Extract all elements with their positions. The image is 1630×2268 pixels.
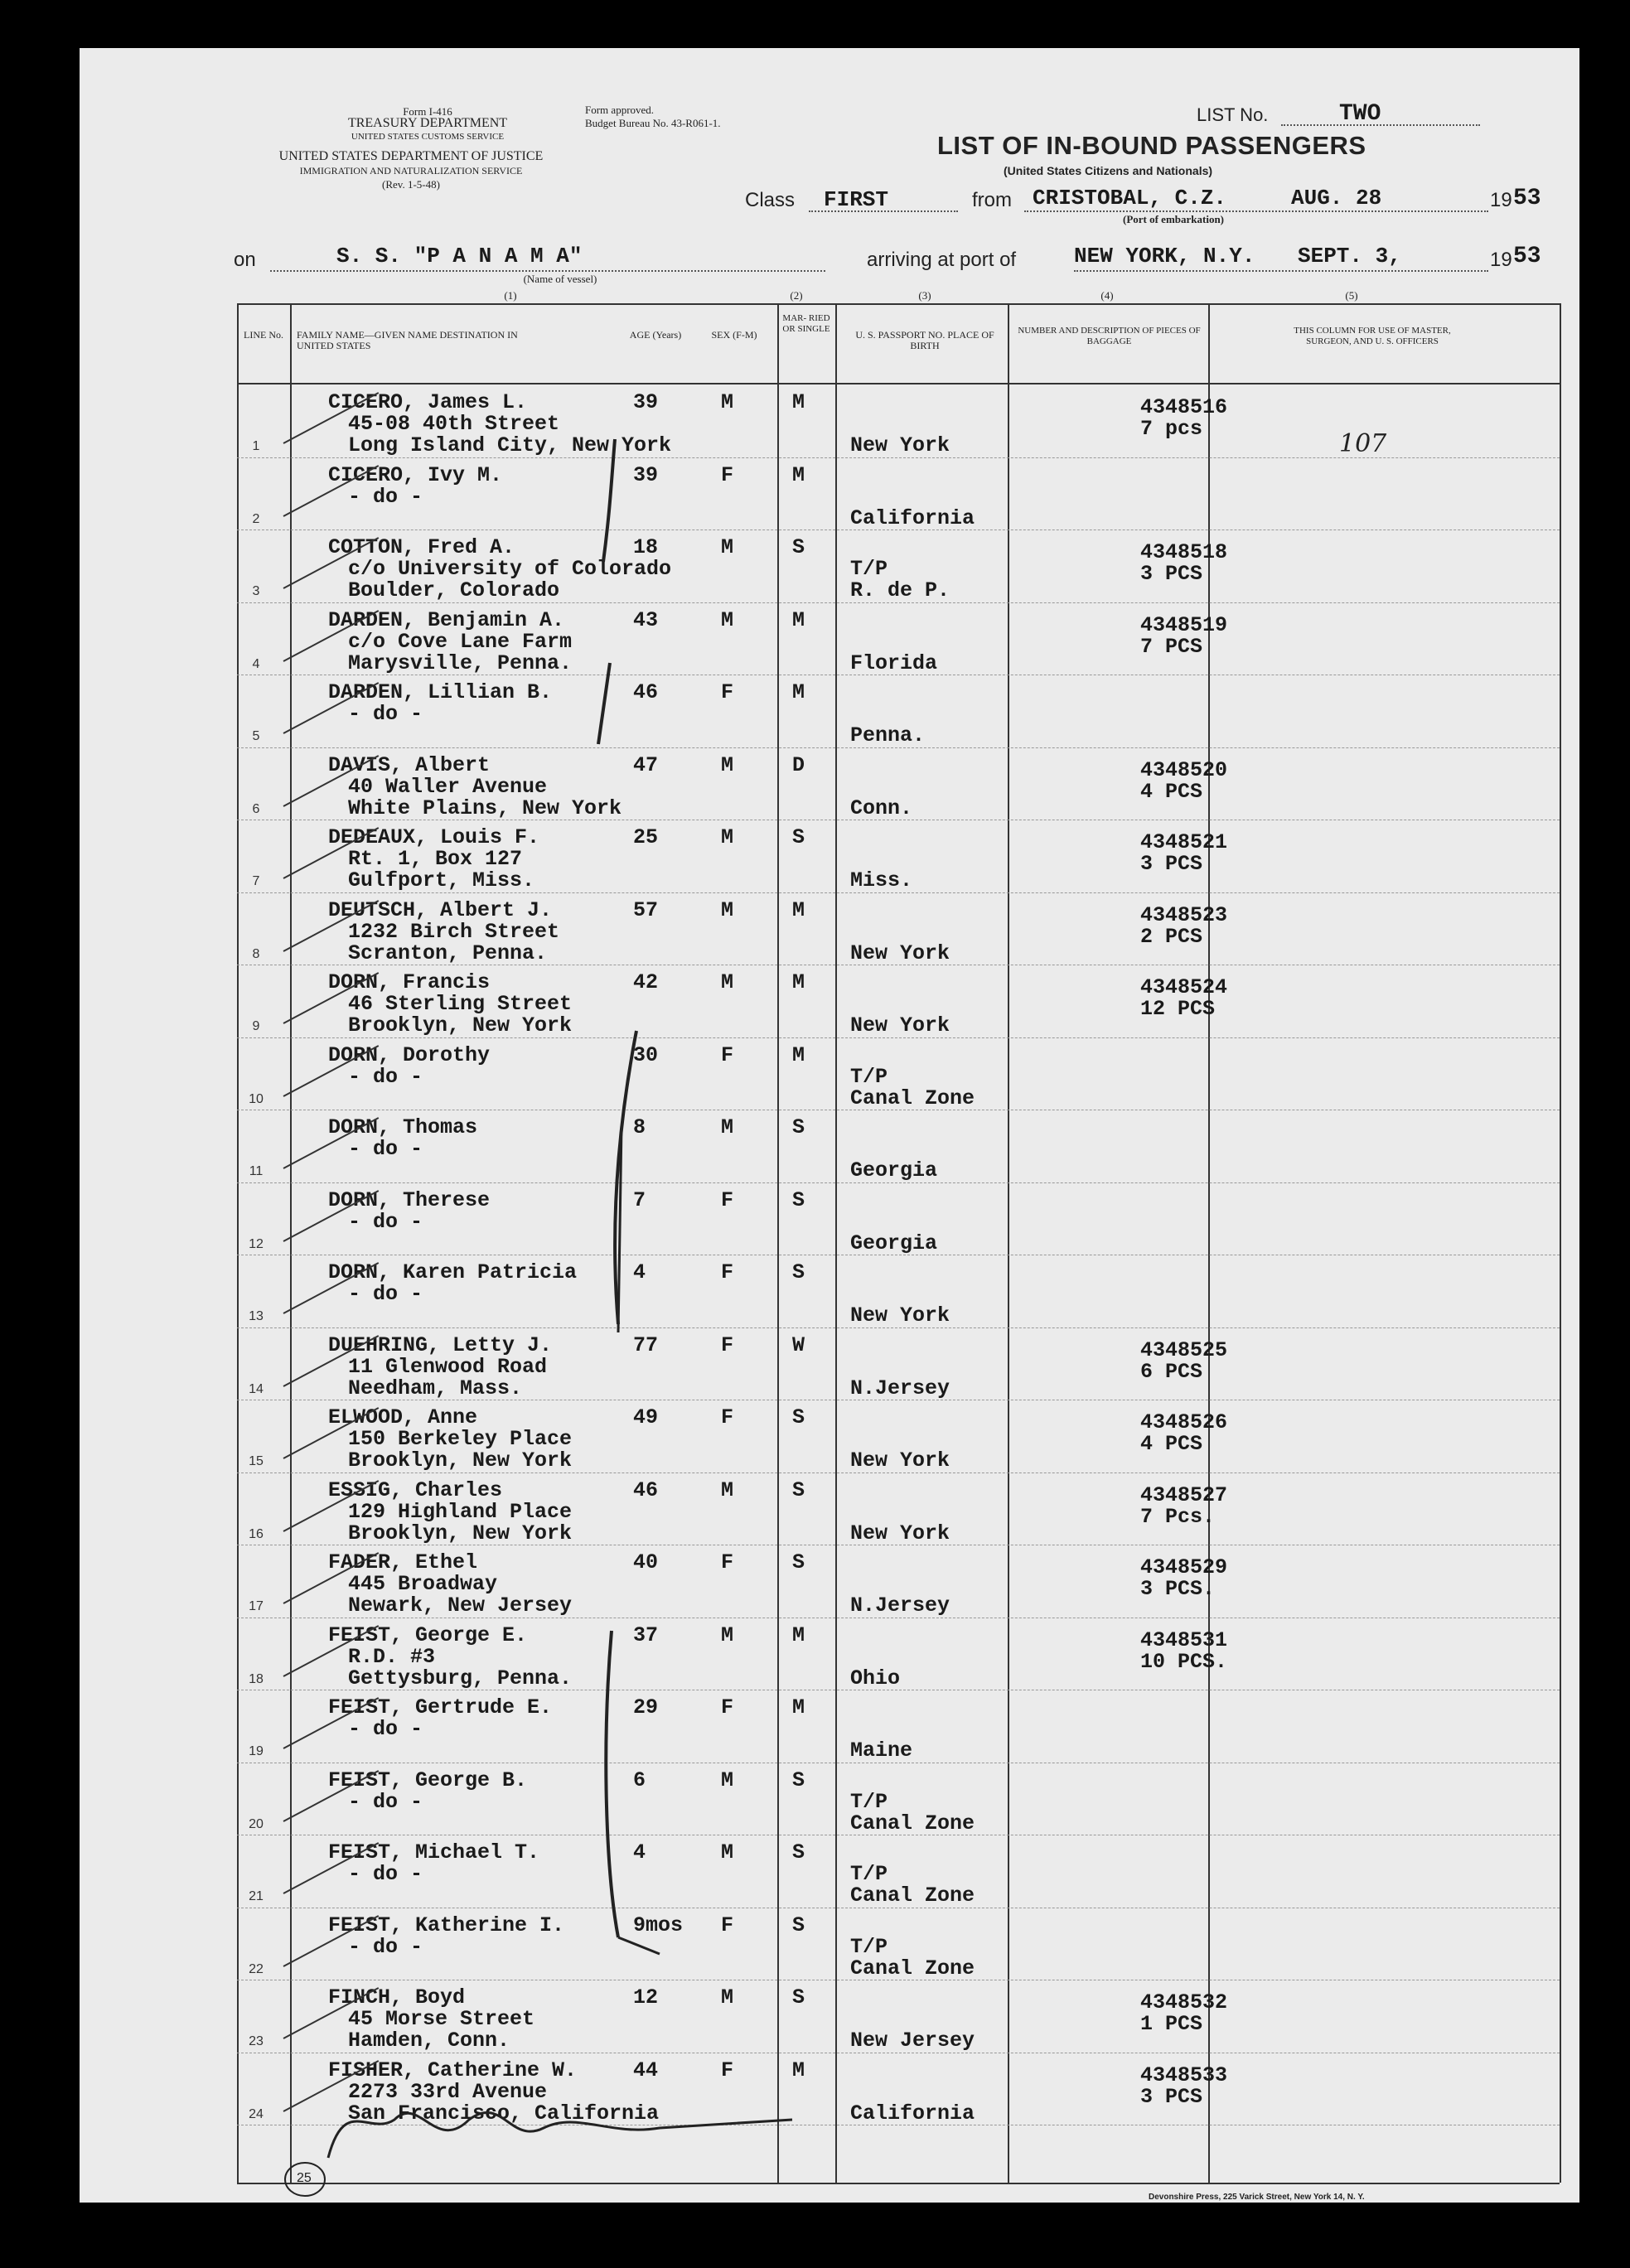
passenger-name: DEUTSCH, Albert J. <box>328 897 553 922</box>
line-number: 11 <box>249 1164 264 1178</box>
marital-status: M <box>792 1695 805 1719</box>
address-line-2: Needham, Mass. <box>348 1376 523 1400</box>
marital-status: S <box>792 1985 805 2009</box>
baggage-number: 4348524 <box>1140 975 1228 999</box>
marital-status: S <box>792 1840 805 1864</box>
passenger-name: FEIST, George B. <box>328 1767 528 1792</box>
page-title: LIST OF IN-BOUND PASSENGERS <box>937 131 1366 160</box>
age: 57 <box>633 897 659 922</box>
sex: M <box>721 535 734 559</box>
col-num-3: (3) <box>918 289 931 302</box>
age: 77 <box>633 1332 659 1357</box>
sex: F <box>721 1695 734 1719</box>
sex: M <box>721 970 734 994</box>
address-line-2: Newark, New Jersey <box>348 1593 573 1618</box>
from-value: CRISTOBAL, C.Z. <box>1033 186 1227 210</box>
passenger-name: DORN, Thomas <box>328 1115 478 1139</box>
place-of-birth: N.Jersey <box>850 1593 950 1618</box>
sex: M <box>721 1622 734 1647</box>
address-line-2: Brooklyn, New York <box>348 1448 573 1473</box>
place-of-birth: New York <box>850 1303 950 1327</box>
place-of-birth: Canal Zone <box>850 1811 975 1835</box>
marital-status: S <box>792 1477 805 1502</box>
address-line-2: Brooklyn, New York <box>348 1521 573 1545</box>
address-line-1: - do - <box>348 1064 423 1089</box>
address-line-2: Gulfport, Miss. <box>348 868 535 892</box>
port-embark-caption: (Port of embarkation) <box>1122 213 1225 225</box>
age: 29 <box>633 1695 659 1719</box>
address-line-1: - do - <box>348 1137 423 1161</box>
line-number: 23 <box>249 2034 264 2048</box>
sex: F <box>721 1260 734 1284</box>
depart-year: 53 <box>1513 186 1541 211</box>
line-number: 19 <box>249 1744 264 1758</box>
col-header-line: LINE No. <box>244 329 283 341</box>
age: 25 <box>633 825 659 849</box>
line-number: 2 <box>252 511 260 526</box>
class-label: Class <box>745 189 796 211</box>
marital-status: M <box>792 390 805 414</box>
baggage-number: 4348520 <box>1140 757 1228 782</box>
marital-status: S <box>792 1187 805 1212</box>
baggage-number: 4348533 <box>1140 2062 1228 2087</box>
marital-status: W <box>792 1332 805 1357</box>
place-of-birth: Ohio <box>850 1666 901 1690</box>
place-of-birth: Miss. <box>850 868 913 892</box>
age: 42 <box>633 970 659 994</box>
form-number: Form I-416 <box>403 105 452 118</box>
address-line-1: Rt. 1, Box 127 <box>348 847 523 871</box>
arriving-label: arriving at port of <box>867 249 1017 271</box>
age: 47 <box>633 752 659 777</box>
marital-status: S <box>792 1913 805 1937</box>
address-line-1: 150 Berkeley Place <box>348 1427 573 1451</box>
marital-status: M <box>792 970 805 994</box>
age: 9mos <box>633 1913 684 1937</box>
baggage-number: 4348527 <box>1140 1482 1228 1507</box>
sex: F <box>721 1187 734 1212</box>
marital-status: S <box>792 1405 805 1429</box>
form-approved: Form approved. <box>585 104 655 116</box>
baggage-description: 1 PCS <box>1140 2012 1203 2036</box>
place-of-birth: Maine <box>850 1738 913 1763</box>
place-of-birth: Canal Zone <box>850 1086 975 1110</box>
address-line-2: Hamden, Conn. <box>348 2029 510 2053</box>
age: 4 <box>633 1840 646 1864</box>
passenger-name: COTTON, Fred A. <box>328 535 515 559</box>
list-no-label: LIST No. <box>1197 104 1269 125</box>
age: 30 <box>633 1042 659 1067</box>
address-line-1: 45 Morse Street <box>348 2007 535 2031</box>
passenger-name: DORN, Dorothy <box>328 1042 491 1067</box>
address-line-2: White Plains, New York <box>348 795 622 820</box>
baggage-number: 4348532 <box>1140 1990 1228 2014</box>
sex: M <box>721 1985 734 2009</box>
age: 6 <box>633 1767 646 1792</box>
sex: M <box>721 897 734 922</box>
line-number: 12 <box>249 1236 264 1251</box>
arrival-date: SEPT. 3, <box>1298 244 1401 268</box>
marital-status: M <box>792 462 805 487</box>
treasury-dept: TREASURY DEPARTMENT <box>347 116 508 130</box>
list-no-value: TWO <box>1339 101 1381 127</box>
line-number: 1 <box>252 439 260 453</box>
age: 46 <box>633 680 659 704</box>
revision: (Rev. 1-5-48) <box>382 178 440 191</box>
place-of-birth: Penna. <box>850 723 926 747</box>
arrival-year-prefix: 19 <box>1490 249 1512 271</box>
sex: F <box>721 1332 734 1357</box>
col-header-officers: THIS COLUMN FOR USE OF MASTER, SURGEON, AND U. S. OFFICERS <box>1294 326 1451 346</box>
place-of-birth: Florida <box>850 650 938 675</box>
sex: F <box>721 1405 734 1429</box>
age: 7 <box>633 1187 646 1212</box>
sex: M <box>721 1767 734 1792</box>
address-line-2: San Francisco, California <box>348 2101 660 2125</box>
place-of-birth: New York <box>850 1448 950 1473</box>
baggage-number: 4348523 <box>1140 902 1228 927</box>
address-line-1: - do - <box>348 1934 423 1959</box>
baggage-description: 3 PCS <box>1140 562 1203 586</box>
address-line-1: - do - <box>348 1789 423 1814</box>
passport-no: T/P <box>850 557 888 581</box>
ins-service: IMMIGRATION AND NATURALIZATION SERVICE <box>299 165 523 177</box>
on-label: on <box>234 249 256 271</box>
line-number: 4 <box>252 656 260 671</box>
address-line-1: 46 Sterling Street <box>348 992 573 1016</box>
line-number: 18 <box>249 1671 264 1686</box>
place-of-birth: New York <box>850 1521 950 1545</box>
budget-bureau: Budget Bureau No. 43-R061-1. <box>585 117 721 129</box>
passenger-name: CICERO, Ivy M. <box>328 462 503 487</box>
depart-date: AUG. 28 <box>1291 186 1382 210</box>
marital-status: S <box>792 535 805 559</box>
col-header-name: FAMILY NAME—GIVEN NAME DESTINATION IN UNITED STATES <box>297 329 518 351</box>
address-line-2: Long Island City, New York <box>348 433 672 457</box>
address-line-1: - do - <box>348 702 423 726</box>
passenger-name: FEIST, Katherine I. <box>328 1913 565 1937</box>
passenger-name: FISHER, Catherine W. <box>328 2058 578 2082</box>
line-number: 5 <box>252 729 260 743</box>
baggage-description: 10 PCS. <box>1140 1649 1228 1674</box>
place-of-birth: Canal Zone <box>850 1956 975 1980</box>
customs-service: UNITED STATES CUSTOMS SERVICE <box>351 132 505 142</box>
baggage-description: 4 PCS <box>1140 779 1203 804</box>
address-line-1: R.D. #3 <box>348 1644 436 1669</box>
baggage-description: 2 PCS <box>1140 924 1203 949</box>
col-header-married: MAR- RIED OR SINGLE <box>782 313 830 334</box>
col-num-4: (4) <box>1100 289 1114 302</box>
line-number: 3 <box>252 584 260 598</box>
officer-note: 107 <box>1339 429 1387 458</box>
marital-status: S <box>792 1767 805 1792</box>
baggage-description: 6 PCS <box>1140 1359 1203 1384</box>
baggage-number: 4348519 <box>1140 612 1228 637</box>
place-of-birth: New York <box>850 433 950 457</box>
sex: F <box>721 1042 734 1067</box>
passenger-name: ESSIG, Charles <box>328 1477 503 1502</box>
line-number: 14 <box>249 1381 264 1396</box>
baggage-description: 7 PCS <box>1140 634 1203 659</box>
passenger-name: FEIST, Michael T. <box>328 1840 540 1864</box>
line-number: 10 <box>249 1091 264 1106</box>
age: 4 <box>633 1260 646 1284</box>
age: 39 <box>633 462 659 487</box>
from-label: from <box>972 189 1012 211</box>
class-value: FIRST <box>824 187 889 212</box>
sex: F <box>721 1913 734 1937</box>
marital-status: M <box>792 2058 805 2082</box>
sex: M <box>721 390 734 414</box>
baggage-description: 3 PCS. <box>1140 1577 1216 1601</box>
sex: F <box>721 462 734 487</box>
passenger-name: ELWOOD, Anne <box>328 1405 478 1429</box>
marital-status: M <box>792 1042 805 1067</box>
col-num-5: (5) <box>1345 289 1358 302</box>
address-line-2: Scranton, Penna. <box>348 941 548 965</box>
sex: F <box>721 680 734 704</box>
passenger-name: FADER, Ethel <box>328 1550 478 1574</box>
marital-status: M <box>792 897 805 922</box>
line-number: 9 <box>252 1019 260 1033</box>
place-of-birth: Georgia <box>850 1158 938 1182</box>
printer-credit: Devonshire Press, 225 Varick Street, New York 14, N. Y. <box>1149 2193 1365 2202</box>
passport-no: T/P <box>850 1934 888 1959</box>
baggage-description: 3 PCS <box>1140 2084 1203 2109</box>
address-line-1: 11 Glenwood Road <box>348 1354 548 1379</box>
address-line-1: 1232 Birch Street <box>348 919 560 944</box>
line-number: 21 <box>249 1889 264 1903</box>
line-number: 7 <box>252 874 260 888</box>
marital-status: M <box>792 680 805 704</box>
line-number: 20 <box>249 1816 264 1831</box>
sex: M <box>721 825 734 849</box>
age: 8 <box>633 1115 646 1139</box>
line-number: 16 <box>249 1526 264 1541</box>
sex: F <box>721 1550 734 1574</box>
passenger-name: DORN, Therese <box>328 1187 491 1212</box>
address-line-1: - do - <box>348 1862 423 1886</box>
col-header-baggage: NUMBER AND DESCRIPTION OF PIECES OF BAGGAGE <box>1018 326 1201 346</box>
passenger-name: DARDEN, Lillian B. <box>328 680 553 704</box>
page-subtitle: (United States Citizens and Nationals) <box>1004 164 1213 177</box>
age: 12 <box>633 1985 659 2009</box>
address-line-1: - do - <box>348 1209 423 1234</box>
baggage-number: 4348531 <box>1140 1627 1228 1652</box>
grouping-brackets <box>80 48 1579 2203</box>
marital-status: S <box>792 1115 805 1139</box>
baggage-description: 12 PCS <box>1140 997 1216 1021</box>
justice-dept: UNITED STATES DEPARTMENT OF JUSTICE <box>278 149 544 163</box>
passport-no: T/P <box>850 1862 888 1886</box>
line-number: 6 <box>252 801 260 816</box>
baggage-number: 4348521 <box>1140 830 1228 854</box>
line-number: 15 <box>249 1454 264 1468</box>
passport-no: T/P <box>850 1064 888 1089</box>
sex: M <box>721 607 734 632</box>
passenger-name: DUEHRING, Letty J. <box>328 1332 553 1357</box>
age: 49 <box>633 1405 659 1429</box>
baggage-description: 7 pcs <box>1140 417 1203 441</box>
place-of-birth: New York <box>850 1013 950 1037</box>
address-line-1: 40 Waller Avenue <box>348 774 548 799</box>
address-line-1: - do - <box>348 1282 423 1306</box>
passenger-name: DARDEN, Benjamin A. <box>328 607 565 632</box>
passenger-name: DORN, Karen Patricia <box>328 1260 578 1284</box>
line-number: 13 <box>249 1309 264 1323</box>
baggage-description: 3 PCS <box>1140 852 1203 876</box>
place-of-birth: New York <box>850 941 950 965</box>
baggage-description: 7 Pcs. <box>1140 1504 1216 1529</box>
age: 40 <box>633 1550 659 1574</box>
place-of-birth: N.Jersey <box>850 1376 950 1400</box>
marital-status: M <box>792 1622 805 1647</box>
marital-status: S <box>792 825 805 849</box>
age: 18 <box>633 535 659 559</box>
col-header-passport: U. S. PASSPORT NO. PLACE OF BIRTH <box>855 329 994 351</box>
baggage-number: 4348526 <box>1140 1410 1228 1434</box>
marital-status: S <box>792 1550 805 1574</box>
address-line-1: 445 Broadway <box>348 1572 498 1596</box>
col-header-sex: SEX (F-M) <box>711 329 757 341</box>
sex: M <box>721 1477 734 1502</box>
line-number: 24 <box>249 2106 264 2121</box>
age: 37 <box>633 1622 659 1647</box>
address-line-1: 45-08 40th Street <box>348 412 560 436</box>
address-line-2: Gettysburg, Penna. <box>348 1666 573 1690</box>
marital-status: D <box>792 752 805 777</box>
address-line-2: Brooklyn, New York <box>348 1013 573 1037</box>
marital-status: M <box>792 607 805 632</box>
line-number: 22 <box>249 1961 264 1976</box>
vessel-caption: (Name of vessel) <box>523 273 597 285</box>
passenger-name: FEIST, Gertrude E. <box>328 1695 553 1719</box>
passenger-name: DAVIS, Albert <box>328 752 491 777</box>
age: 43 <box>633 607 659 632</box>
baggage-number: 4348525 <box>1140 1337 1228 1362</box>
col-num-1: (1) <box>504 289 517 302</box>
sex: F <box>721 2058 734 2082</box>
arrival-year: 53 <box>1513 244 1541 269</box>
sex: M <box>721 1115 734 1139</box>
address-line-1: - do - <box>348 1717 423 1741</box>
sex: M <box>721 1840 734 1864</box>
vessel-value: S. S. "P A N A M A" <box>336 244 583 268</box>
passenger-name: CICERO, James L. <box>328 390 528 414</box>
col-header-age: AGE (Years) <box>629 329 682 341</box>
place-of-birth: California <box>850 2101 975 2125</box>
age: 39 <box>633 390 659 414</box>
address-line-1: c/o Cove Lane Farm <box>348 629 573 654</box>
signature <box>328 2112 792 2158</box>
baggage-number: 4348529 <box>1140 1555 1228 1579</box>
line-number: 17 <box>249 1599 264 1613</box>
col-num-2: (2) <box>790 289 803 302</box>
baggage-number: 4348516 <box>1140 395 1228 419</box>
address-line-2: Boulder, Colorado <box>348 578 560 602</box>
passport-no: T/P <box>850 1789 888 1814</box>
arrival-port: NEW YORK, N.Y. <box>1074 244 1255 268</box>
place-of-birth: Conn. <box>850 795 913 820</box>
line-number-25: 25 <box>297 2171 312 2185</box>
line-number: 8 <box>252 946 260 961</box>
address-line-1: - do - <box>348 484 423 509</box>
marital-status: S <box>792 1260 805 1284</box>
place-of-birth: Georgia <box>850 1231 938 1255</box>
sex: M <box>721 752 734 777</box>
age: 44 <box>633 2058 659 2082</box>
passenger-name: DEDEAUX, Louis F. <box>328 825 540 849</box>
address-line-1: c/o University of Colorado <box>348 557 672 581</box>
address-line-1: 2273 33rd Avenue <box>348 2079 548 2104</box>
age: 46 <box>633 1477 659 1502</box>
address-line-1: 129 Highland Place <box>348 1499 573 1524</box>
depart-year-prefix: 19 <box>1490 189 1512 211</box>
place-of-birth: California <box>850 505 975 530</box>
passenger-name: FEIST, George E. <box>328 1622 528 1647</box>
address-line-2: Marysville, Penna. <box>348 650 573 675</box>
baggage-number: 4348518 <box>1140 540 1228 564</box>
baggage-description: 4 PCS <box>1140 1432 1203 1456</box>
manifest-page <box>80 48 1579 2203</box>
place-of-birth: R. de P. <box>850 578 950 602</box>
place-of-birth: New Jersey <box>850 2029 975 2053</box>
place-of-birth: Canal Zone <box>850 1884 975 1908</box>
passenger-name: FINCH, Boyd <box>328 1985 466 2009</box>
passenger-name: DORN, Francis <box>328 970 491 994</box>
